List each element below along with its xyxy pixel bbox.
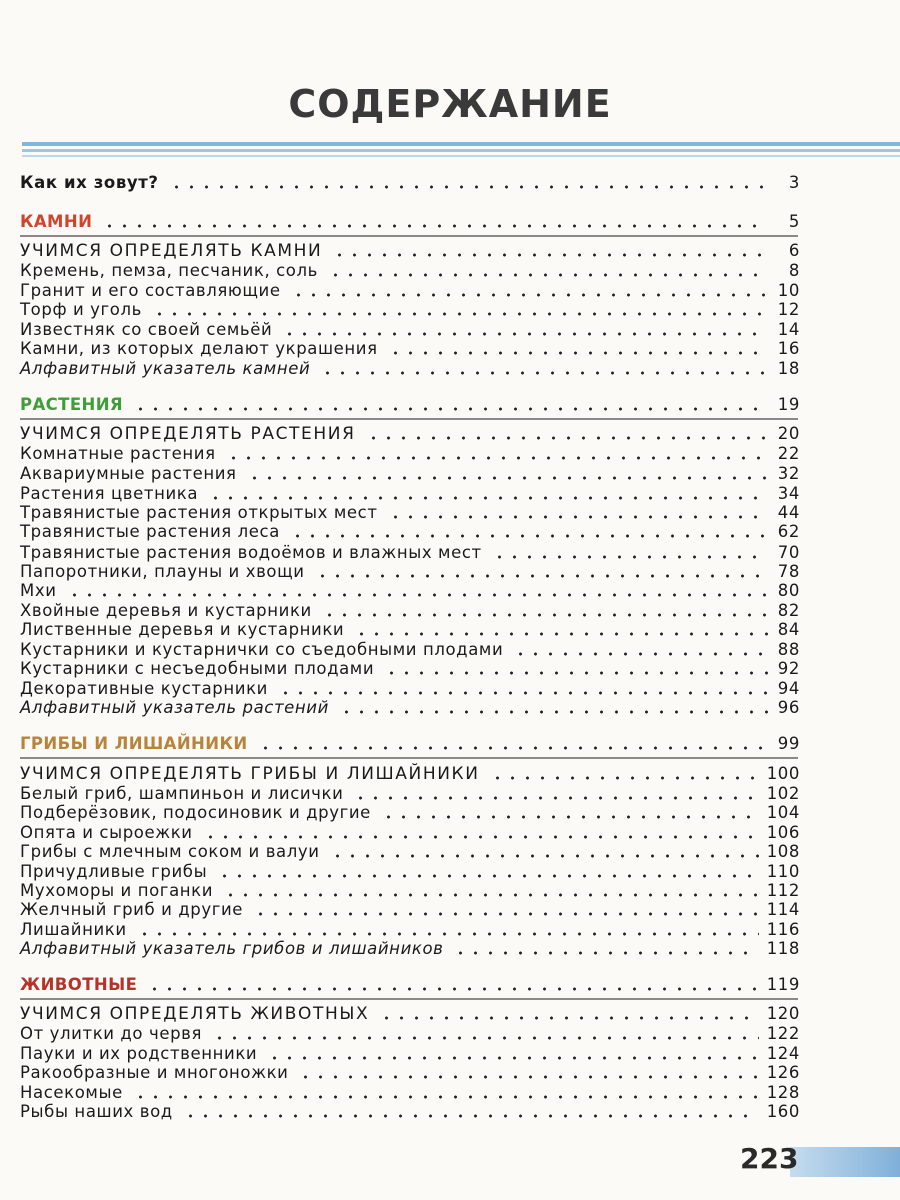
- entry-title: Насекомые: [20, 1083, 123, 1102]
- entry-title: Кустарники и кустарнички со съедобными плодами: [20, 640, 504, 659]
- page-number: 223: [740, 1142, 799, 1175]
- entry-title: Травянистые растения открытых мест: [20, 503, 378, 522]
- dot-leader: [490, 776, 759, 780]
- entry-page: 106: [766, 823, 800, 842]
- entry-page: 124: [766, 1044, 800, 1063]
- entry-page: 118: [766, 939, 800, 958]
- entry-page: 119: [766, 975, 800, 994]
- dot-leader: [226, 456, 768, 460]
- dot-leader: [513, 652, 768, 656]
- section-divider: [20, 757, 798, 759]
- toc-entry: [20, 881, 800, 901]
- section-divider: [20, 418, 798, 420]
- entry-page: 126: [766, 1063, 800, 1082]
- entry-page: 22: [777, 444, 800, 463]
- dot-leader: [388, 351, 768, 355]
- toc-entry: [20, 601, 800, 621]
- entry-page: 14: [777, 320, 800, 339]
- toc-entry: [20, 359, 800, 379]
- toc-entry: [20, 1083, 800, 1103]
- entry-title: Хвойные деревья и кустарники: [20, 601, 312, 620]
- toc-entry: [20, 581, 800, 601]
- toc-entry: [20, 1063, 800, 1083]
- entry-title: Торф и уголь: [20, 300, 142, 319]
- dot-leader: [169, 185, 768, 189]
- toc-entry: [20, 543, 800, 563]
- entry-title: Гранит и его составляющие: [20, 281, 281, 300]
- toc-entry: [20, 920, 800, 940]
- dot-leader: [388, 515, 768, 519]
- title-rule: [22, 142, 900, 162]
- entry-title: Папоротники, плауны и хвощи: [20, 562, 305, 581]
- entry-page: 78: [777, 562, 800, 581]
- entry-page: 20: [777, 424, 800, 443]
- entry-page: 94: [777, 679, 800, 698]
- dot-leader: [379, 1016, 759, 1020]
- entry-title: Ракообразные и многоножки: [20, 1063, 289, 1082]
- toc-entry: [20, 1102, 800, 1122]
- entry-title: УЧИМСЯ ОПРЕДЕЛЯТЬ РАСТЕНИЯ: [20, 424, 356, 444]
- toc-entry: [20, 620, 800, 640]
- entry-title: Травянистые растения водоёмов и влажных мест: [20, 543, 482, 562]
- entry-title: Кремень, пемза, песчаник, соль: [20, 261, 318, 280]
- dot-leader: [320, 371, 768, 375]
- section-divider: [20, 235, 798, 237]
- entry-page: 16: [777, 339, 800, 358]
- entry-title: КАМНИ: [20, 212, 93, 231]
- entry-page: 12: [777, 300, 800, 319]
- dot-leader: [384, 671, 768, 675]
- section-heading: [20, 975, 800, 995]
- entry-title: РАСТЕНИЯ: [20, 395, 124, 414]
- toc-entry: [20, 764, 800, 784]
- section-heading: [20, 212, 800, 232]
- dot-leader: [212, 1036, 759, 1040]
- entry-title: Мухоморы и поганки: [20, 881, 214, 900]
- dot-leader: [133, 407, 768, 411]
- toc-entry: [20, 939, 800, 959]
- dot-leader: [267, 1056, 758, 1060]
- entry-page: 19: [777, 395, 800, 414]
- dot-leader: [152, 312, 768, 316]
- entry-page: 88: [777, 640, 800, 659]
- dot-leader: [203, 835, 759, 839]
- entry-page: 102: [766, 784, 800, 803]
- entry-page: 99: [777, 734, 800, 753]
- entry-title: Лишайники: [20, 920, 127, 939]
- entry-page: 10: [777, 281, 800, 300]
- entry-title: Желчный гриб и другие: [20, 900, 244, 919]
- entry-page: 104: [766, 803, 800, 822]
- entry-page: 32: [777, 464, 800, 483]
- entry-title: Причудливые грибы: [20, 862, 208, 881]
- dot-leader: [339, 710, 768, 714]
- entry-title: Лиственные деревья и кустарники: [20, 620, 345, 639]
- section-heading: [20, 734, 800, 754]
- entry-title: УЧИМСЯ ОПРЕДЕЛЯТЬ ГРИБЫ И ЛИШАЙНИКИ: [20, 764, 480, 784]
- entry-page: 120: [766, 1004, 800, 1023]
- toc-entry: [20, 1024, 800, 1044]
- entry-page: 96: [777, 698, 800, 717]
- toc-entry: [20, 241, 800, 261]
- toc-entry: [20, 173, 800, 193]
- entry-title: Мхи: [20, 581, 57, 600]
- entry-page: 108: [766, 842, 800, 861]
- entry-title: Алфавитный указатель камней: [20, 359, 311, 378]
- dot-leader: [298, 1075, 758, 1079]
- toc-entry: [20, 640, 800, 660]
- toc-entry: [20, 803, 800, 823]
- entry-title: Белый гриб, шампиньон и лисички: [20, 784, 344, 803]
- entry-page: 110: [766, 862, 800, 881]
- entry-title: Алфавитный указатель растений: [20, 698, 329, 717]
- entry-page: 70: [777, 543, 800, 562]
- entry-title: УЧИМСЯ ОПРЕДЕЛЯТЬ ЖИВОТНЫХ: [20, 1004, 370, 1024]
- dot-leader: [381, 815, 759, 819]
- entry-title: Камни, из которых делают украшения: [20, 339, 378, 358]
- entry-page: 100: [766, 764, 800, 783]
- dot-leader: [183, 1114, 759, 1118]
- toc-entry: [20, 842, 800, 862]
- entry-title: Травянистые растения леса: [20, 522, 280, 541]
- dot-leader: [315, 574, 768, 578]
- toc-entry: [20, 320, 800, 340]
- toc-entry: [20, 784, 800, 804]
- entry-page: 18: [777, 359, 800, 378]
- entry-page: 122: [766, 1024, 800, 1043]
- toc-entry: [20, 1044, 800, 1064]
- toc-entry: [20, 261, 800, 281]
- page-title: СОДЕРЖАНИЕ: [288, 82, 612, 126]
- dot-leader: [353, 796, 758, 800]
- toc-entry: [20, 444, 800, 464]
- entry-page: 128: [766, 1083, 800, 1102]
- section-divider: [20, 998, 798, 1000]
- entry-page: 3: [788, 173, 800, 192]
- entry-title: Комнатные растения: [20, 444, 216, 463]
- toc-entry: [20, 484, 800, 504]
- entry-title: Декоративные кустарники: [20, 679, 268, 698]
- entry-title: Как их зовут?: [20, 173, 159, 192]
- entry-page: 116: [766, 920, 800, 939]
- entry-title: Рыбы наших вод: [20, 1102, 173, 1121]
- dot-leader: [133, 1095, 759, 1099]
- entry-page: 84: [777, 620, 800, 639]
- toc-entry: [20, 659, 800, 679]
- dot-leader: [453, 951, 758, 955]
- toc-entry: [20, 522, 800, 542]
- dot-leader: [258, 746, 768, 750]
- dot-leader: [290, 534, 768, 538]
- dot-leader: [253, 912, 759, 916]
- toc-entry: [20, 698, 800, 718]
- dot-leader: [330, 854, 759, 858]
- dot-leader: [354, 632, 768, 636]
- dot-leader: [217, 874, 758, 878]
- entry-title: Пауки и их родственники: [20, 1044, 258, 1063]
- entry-page: 82: [777, 601, 800, 620]
- entry-page: 92: [777, 659, 800, 678]
- entry-page: 34: [777, 484, 800, 503]
- toc-entry: [20, 900, 800, 920]
- toc-entry: [20, 339, 800, 359]
- dot-leader: [137, 932, 759, 936]
- dot-leader: [492, 555, 768, 559]
- dot-leader: [247, 476, 768, 480]
- entry-title: УЧИМСЯ ОПРЕДЕЛЯТЬ КАМНИ: [20, 241, 323, 261]
- entry-title: Подберёзовик, подосиновик и другие: [20, 803, 371, 822]
- dot-leader: [67, 593, 768, 597]
- dot-leader: [282, 332, 768, 336]
- entry-page: 6: [788, 241, 800, 260]
- entry-page: 112: [766, 881, 800, 900]
- dot-leader: [366, 436, 769, 440]
- dot-leader: [278, 691, 768, 695]
- entry-title: Опята и сыроежки: [20, 823, 193, 842]
- toc-entry: [20, 464, 800, 484]
- entry-page: 5: [788, 212, 800, 231]
- dot-leader: [332, 253, 768, 257]
- toc-entry: [20, 679, 800, 699]
- entry-title: Алфавитный указатель грибов и лишайников: [20, 939, 444, 958]
- toc-entry: [20, 281, 800, 301]
- toc-entry: [20, 503, 800, 523]
- dot-leader: [147, 987, 758, 991]
- entry-page: 80: [777, 581, 800, 600]
- entry-page: 114: [766, 900, 800, 919]
- entry-title: От улитки до червя: [20, 1024, 202, 1043]
- entry-page: 62: [777, 522, 800, 541]
- toc-entry: [20, 862, 800, 882]
- toc-entry: [20, 300, 800, 320]
- toc-entry: [20, 1004, 800, 1024]
- entry-title: Известняк со своей семьёй: [20, 320, 273, 339]
- entry-page: 44: [777, 503, 800, 522]
- entry-page: 8: [788, 261, 800, 280]
- entry-title: Грибы с млечным соком и валуи: [20, 842, 320, 861]
- entry-title: ГРИБЫ И ЛИШАЙНИКИ: [20, 734, 248, 753]
- entry-title: Растения цветника: [20, 484, 199, 503]
- entry-title: Аквариумные растения: [20, 464, 237, 483]
- dot-leader: [291, 293, 768, 297]
- entry-page: 160: [766, 1102, 800, 1121]
- dot-leader: [208, 496, 768, 500]
- dot-leader: [322, 613, 768, 617]
- section-heading: [20, 395, 800, 415]
- entry-title: ЖИВОТНЫЕ: [20, 975, 138, 994]
- dot-leader: [328, 273, 768, 277]
- toc-entry: [20, 562, 800, 582]
- dot-leader: [223, 893, 759, 897]
- dot-leader: [102, 224, 768, 228]
- toc-entry: [20, 424, 800, 444]
- entry-title: Кустарники с несъедобными плодами: [20, 659, 375, 678]
- toc-entry: [20, 823, 800, 843]
